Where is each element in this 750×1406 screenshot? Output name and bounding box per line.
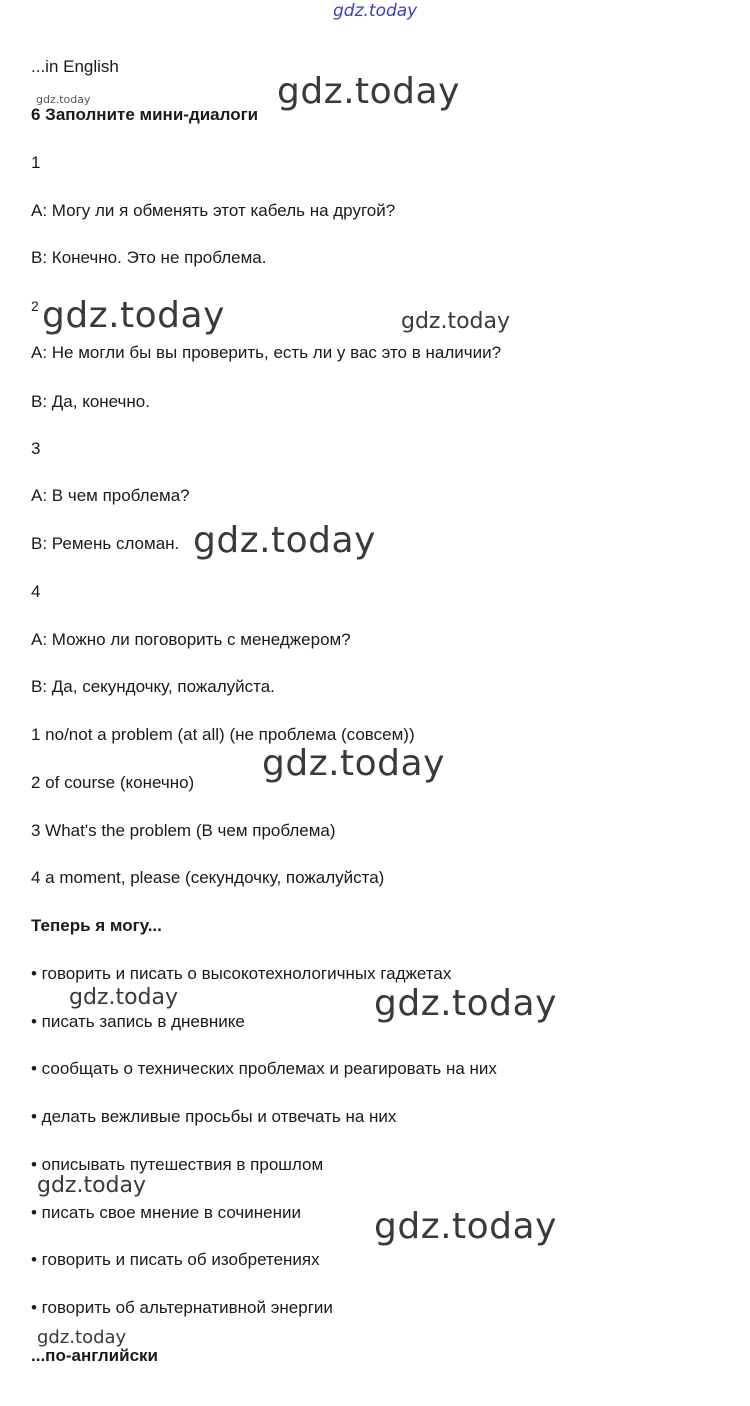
watermark-small: gdz.today bbox=[36, 93, 91, 106]
watermark: gdz.today bbox=[193, 520, 376, 561]
dialog-number-3: 3 bbox=[31, 439, 41, 458]
exercise-title: 6 Заполните мини-диалоги bbox=[31, 105, 259, 124]
now-i-can-heading: Теперь я могу... bbox=[31, 916, 162, 935]
skill-item: • говорить об альтернативной энергии bbox=[31, 1298, 333, 1317]
dialog-2-line-a: A: Не могли бы вы проверить, есть ли у вас это в наличии? bbox=[31, 343, 502, 362]
answer-4: 4 a moment, please (секундочку, пожалуйста) bbox=[31, 868, 385, 887]
skill-item: • описывать путешествия в прошлом bbox=[31, 1155, 324, 1174]
watermark: gdz.today bbox=[277, 71, 460, 112]
watermark: gdz.today bbox=[69, 985, 179, 1010]
watermark: gdz.today bbox=[37, 1173, 147, 1198]
watermark: gdz.today bbox=[374, 983, 557, 1024]
watermark-top: gdz.today bbox=[333, 1, 418, 21]
skill-item: • говорить и писать о высокотехнологичных гаджетах bbox=[31, 964, 452, 983]
answer-1: 1 no/not a problem (at all) (не проблема (совсем)) bbox=[31, 725, 415, 744]
skill-item: • делать вежливые просьбы и отвечать на них bbox=[31, 1107, 397, 1126]
answer-3: 3 What's the problem (В чем проблема) bbox=[31, 821, 336, 840]
watermark: gdz.today bbox=[262, 743, 445, 784]
dialog-3-line-a: A: В чем проблема? bbox=[31, 486, 190, 505]
dialog-number-4: 4 bbox=[31, 582, 41, 601]
watermark: gdz.today bbox=[37, 1327, 127, 1348]
watermark: gdz.today bbox=[42, 295, 225, 336]
in-russian-heading: ...по-английски bbox=[31, 1346, 158, 1365]
dialog-4-line-b: B: Да, секундочку, пожалуйста. bbox=[31, 677, 275, 696]
dialog-1-line-a: A: Могу ли я обменять этот кабель на другой? bbox=[31, 201, 396, 220]
dialog-2-line-b: B: Да, конечно. bbox=[31, 392, 150, 411]
dialog-4-line-a: A: Можно ли поговорить с менеджером? bbox=[31, 630, 351, 649]
dialog-3-line-b: B: Ремень сломан. bbox=[31, 534, 180, 553]
dialog-1-line-b: B: Конечно. Это не проблема. bbox=[31, 248, 267, 267]
watermark: gdz.today bbox=[374, 1206, 557, 1247]
watermark: gdz.today bbox=[401, 309, 511, 334]
skill-item: • говорить и писать об изобретениях bbox=[31, 1250, 320, 1269]
dialog-number-2: 2 bbox=[31, 298, 39, 314]
skill-item: • писать свое мнение в сочинении bbox=[31, 1203, 301, 1222]
dialog-number-1: 1 bbox=[31, 153, 41, 172]
in-english-heading: ...in English bbox=[31, 57, 119, 76]
answer-2: 2 of course (конечно) bbox=[31, 773, 195, 792]
skill-item: • сообщать о технических проблемах и реагировать на них bbox=[31, 1059, 497, 1078]
skill-item: • писать запись в дневнике bbox=[31, 1012, 245, 1031]
